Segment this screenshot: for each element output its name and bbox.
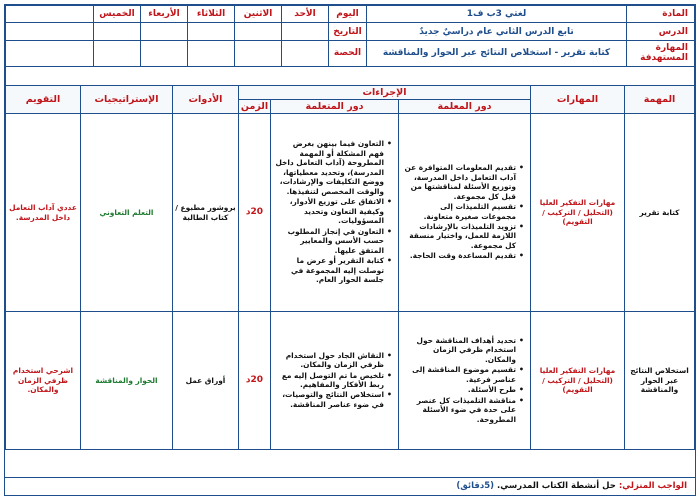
date-cell [94,23,141,40]
lesson-value: تابع الدرس الثاني عام دراسيٌ جديدٌ [367,23,627,40]
date-cell [282,23,329,40]
homework-text: حل أنشطة الكتاب المدرسي. [497,481,616,491]
task-cell: استخلاص النتائج عبر الحوار والمناقشة [625,312,695,450]
teacher-role-header: دور المعلمة [399,100,531,114]
task-header: المهمة [625,86,695,114]
date-label: التاريخ [329,23,367,40]
strategy-cell: الحوار والمناقشة [80,312,172,450]
header-blank [6,23,94,40]
homework-label: الواجب المنزلي: [618,481,687,491]
list-item: • مناقشة التلميذات كل عنصر على حدة في ضوء الأسئلة المطروحة. [403,396,524,424]
lesson-label: الدرس [627,23,695,40]
tools-header: الأدوات [172,86,238,114]
list-item: • التعاون في إنجاز المطلوب حسب الأسس والمعايير المتفق عليها. [275,227,392,255]
skill-value: كتابة تقرير - استخلاص النتائج عبر الحوار والمناقشة [367,40,627,66]
day-label: اليوم [329,6,367,23]
period-cell [94,40,141,66]
list-item: • تقسيم موضوع المناقشة إلى عناصر فرعية. [403,365,524,384]
strategies-header: الإستراتيجيات [80,86,172,114]
skills-cell: مهارات التفكير العليا (التحليل / التركيب / التقويم) [531,312,625,450]
skills-header: المهارات [531,86,625,114]
list-item: • تقديم المساعدة وقت الحاجة. [403,251,524,260]
date-cell [141,23,188,40]
period-cell [141,40,188,66]
list-item: • التعاون فيما بينهن بغرض فهم المشكلة أو المهمة المطروحة (آداب التعامل داخل المدرسة)، وتحديد معطياتها، ووضع التكليفات والإرشادات، والوقت المخصص لتنفيذها. [275,139,392,196]
period-label: الحصة [329,40,367,66]
procedures-header: الإجراءات [238,86,530,100]
tools-cell: أوراق عمل [172,312,238,450]
time-header: الزمن [238,100,270,114]
period-cell [282,40,329,66]
lesson-plan-sheet [4,4,696,496]
procedures-table [5,85,695,450]
header-table [5,5,695,67]
list-item: • تحديد أهداف المناقشة حول استخدام ظرفي الزمان والمكان. [403,336,524,364]
day-wednesday: الأربعاء [141,6,188,23]
teacher-role-cell [399,312,531,450]
period-cell [188,40,235,66]
homework-bar [5,477,695,495]
skill-label: المهارة المستهدفة [627,40,695,66]
evaluation-cell: عددي آداب التعامل داخل المدرسة. [6,114,81,312]
period-cell [235,40,282,66]
list-item: • الاتفاق على توزيع الأدوار، وكيفية التعاون وتحديد المسؤوليات. [275,197,392,225]
evaluation-header: التقويم [6,86,81,114]
time-cell: 20د [238,114,270,312]
subject-label: المادة [627,6,695,23]
day-tuesday: الثلاثاء [188,6,235,23]
list-item: • كتابة التقرير أو عرض ما توصلت إليه المجموعة في جلسة الحوار العام. [275,256,392,284]
day-sunday: الأحد [282,6,329,23]
date-cell [188,23,235,40]
student-role-cell [271,114,399,312]
time-cell: 20د [238,312,270,450]
homework-duration: (5دقائق) [456,481,495,491]
teacher-role-cell [399,114,531,312]
table-row [6,114,695,312]
student-role-header: دور المتعلمة [271,100,399,114]
tools-cell: بروشور مطبوع / كتاب الطالبة [172,114,238,312]
task-cell: كتابة تقرير [625,114,695,312]
skills-cell: مهارات التفكير العليا (التحليل / التركيب / التقويم) [531,114,625,312]
list-item: • النقاش الجاد حول استخدام ظرفي الزمان والمكان. [275,351,392,370]
student-role-cell [271,312,399,450]
list-item: • استخلاص النتائج والتوصيات، في ضوء عناصر المناقشة. [275,390,392,409]
table-row [6,312,695,450]
list-item: • تقديم المعلومات المتوافرة عن آداب التعامل داخل المدرسة، وتوزيع الأسئلة لمناقشتها من قبل كل مجموعة. [403,163,524,201]
header-blank [6,6,94,23]
list-item: • تزويد التلميذات بالإرشادات اللازمة للعمل، واختيار منسقة كل مجموعة. [403,222,524,250]
day-thursday: الخميس [94,6,141,23]
list-item: • تقسيم التلميذات إلى مجموعات صغيرة متعاونة. [403,202,524,221]
header-blank [6,40,94,66]
list-item: • تلخيص ما تم التوصل إليه مع ربط الأفكار والمفاهيم. [275,371,392,390]
day-monday: الاثنين [235,6,282,23]
header-spacer [5,67,695,85]
list-item: • طرح الأسئلة. [403,385,524,394]
evaluation-cell: اشرحي استخدام ظرفي الزمان والمكان. [6,312,81,450]
strategy-cell: التعلم التعاوني [80,114,172,312]
date-cell [235,23,282,40]
subject-value: لغتي 3ب ف1 [367,6,627,23]
